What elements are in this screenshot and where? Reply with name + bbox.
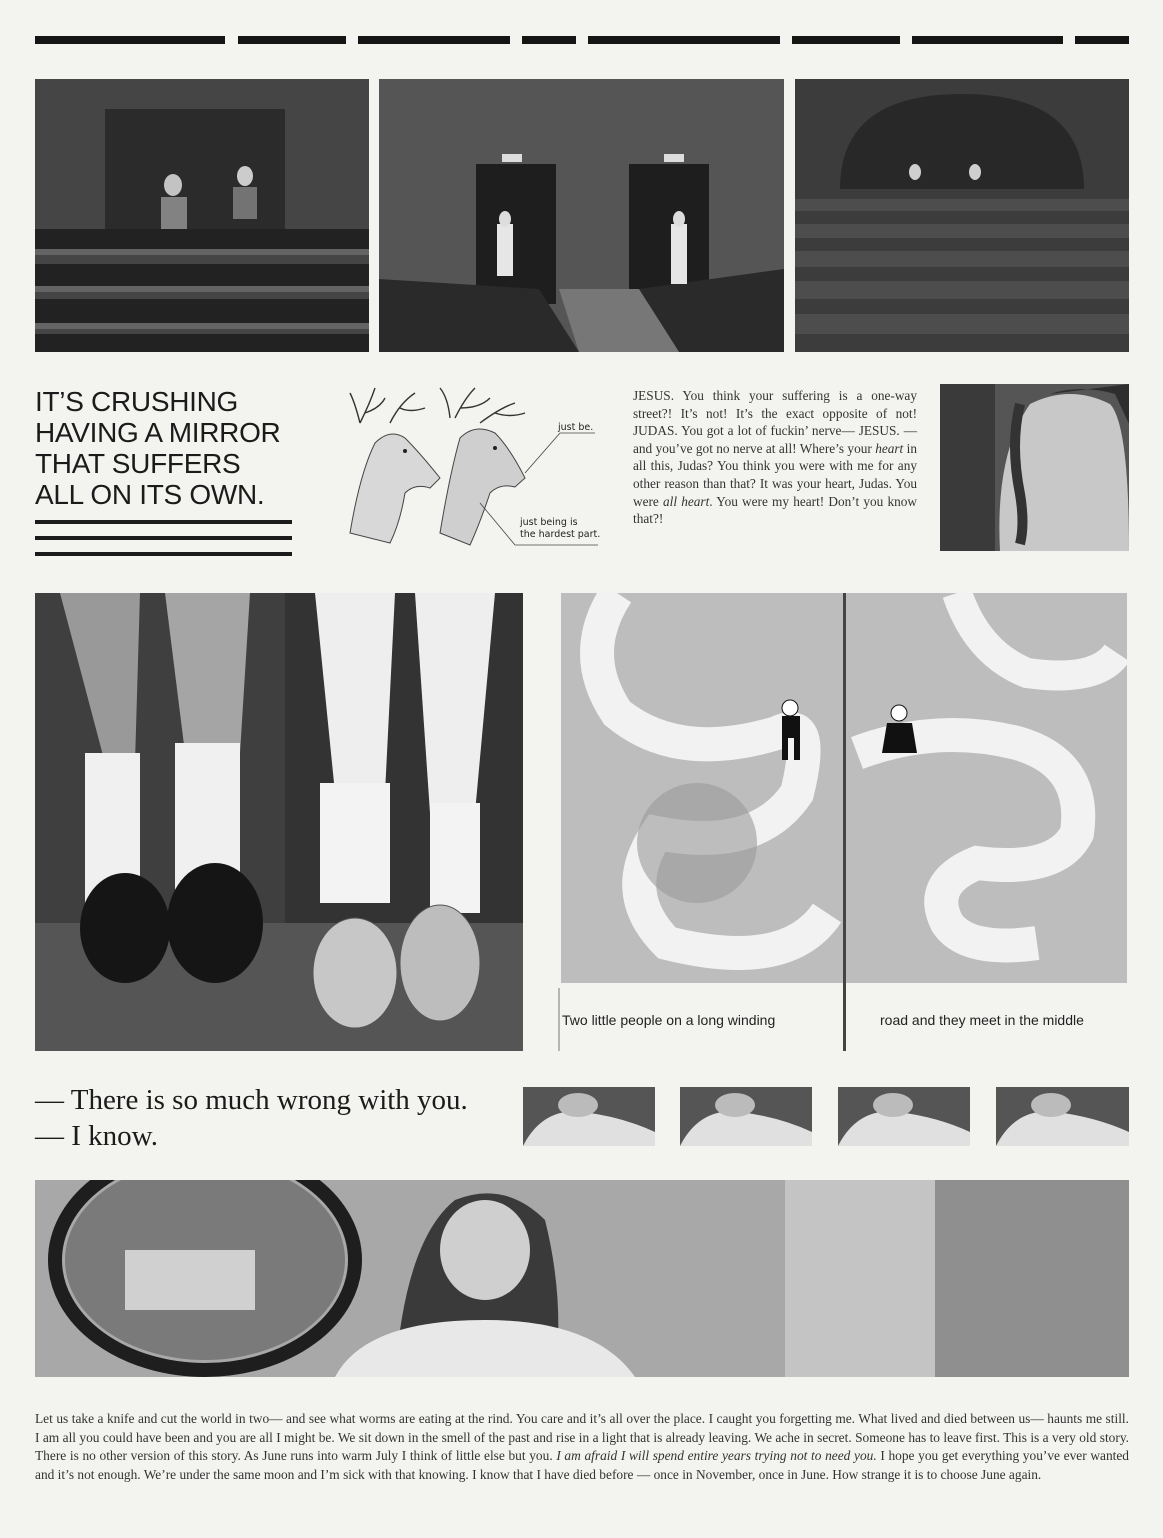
line-emphasis: all heart: [663, 493, 710, 509]
top-bar-segment: [912, 36, 1063, 44]
top-bar-segment: [358, 36, 510, 44]
headline: [35, 386, 325, 510]
shoes-photo: [35, 593, 523, 1051]
deer-label-bottom-line: the hardest part.: [520, 529, 601, 540]
braid-photo: [940, 384, 1129, 551]
paragraph-text: Let us take a knife and cut the world in two— and see what worms are eating at the rind. You care and it’s all over the place. I caught you forgetting me. What lived and died between us— haunts me still. I am all you could have been and you are all I might be. We sit down in the smell of the past and rise in a light that is already leaving. We ache in secret. Someone has to leave first. This is a very old story. There is no other version of this story. As June runs into warm July I think of little else but you.: [35, 1411, 1129, 1464]
headline-line: ALL ON ITS OWN.: [35, 479, 265, 510]
line: You think your suffering is a one-way street?! It’s not! It’s the exact opposite of not!: [633, 388, 917, 421]
top-bar-segment: [522, 36, 576, 44]
theater-photo-1: [35, 79, 369, 352]
film-frame-2: [680, 1087, 812, 1146]
line: in all this, Judas? You think you were with me for any other reason than that? It was your heart, Judas. You were: [633, 440, 917, 509]
deer-label-bottom-line: just being is: [520, 517, 578, 528]
headline-rule: [35, 536, 292, 540]
top-bar-segment: [792, 36, 900, 44]
deer-label-top: just be.: [558, 422, 594, 433]
top-bar-segment: [35, 36, 225, 44]
film-frame-1: [523, 1087, 655, 1146]
closing-paragraph: [35, 1410, 1129, 1484]
mirror-photo: [35, 1180, 1129, 1377]
pull-quote: [35, 1082, 468, 1154]
headline-line: IT’S CRUSHING: [35, 386, 238, 417]
quote-line: — There is so much wrong with you.: [35, 1084, 468, 1116]
book-caption-right: road and they meet in the middle: [880, 1012, 1084, 1028]
line: —and you’ve got no nerve at all! Where’s your: [633, 423, 917, 456]
speaker: JESUS.: [633, 388, 675, 403]
book-caption-left: Two little people on a long winding: [562, 1012, 776, 1028]
dialogue-text: [633, 387, 917, 528]
headline-line: THAT SUFFERS: [35, 448, 241, 479]
theater-photo-3: [795, 79, 1129, 352]
film-frame-3: [838, 1087, 970, 1146]
top-bar-segment: [238, 36, 346, 44]
theater-photo-2: [379, 79, 784, 352]
headline-line: HAVING A MIRROR: [35, 417, 281, 448]
quote-line: — I know.: [35, 1120, 158, 1152]
line: . You were my heart! Don’t you know that?!: [633, 493, 917, 527]
top-bar-segment: [588, 36, 780, 44]
headline-rule: [35, 552, 292, 556]
deer-label-bottom: [520, 517, 600, 541]
top-bar-segment: [1075, 36, 1129, 44]
headline-rule: [35, 520, 292, 524]
line-emphasis: heart: [875, 440, 904, 456]
line: You got a lot of fuckin’ nerve—: [677, 423, 855, 439]
paragraph-emphasis: I am afraid I will spend entire years trying not to need you.: [556, 1448, 877, 1464]
speaker: JUDAS.: [633, 423, 678, 439]
paragraph-text: I hope you get everything you’ve ever wanted and it’s not enough. We’re under the same moon and I’m sick with that knowing. I know that I have died before — once in November, once in June. How strange it is to choose June again.: [35, 1448, 1129, 1482]
speaker: JESUS.: [858, 423, 900, 439]
book-spread: [557, 593, 1129, 1051]
film-frame-4: [996, 1087, 1129, 1146]
